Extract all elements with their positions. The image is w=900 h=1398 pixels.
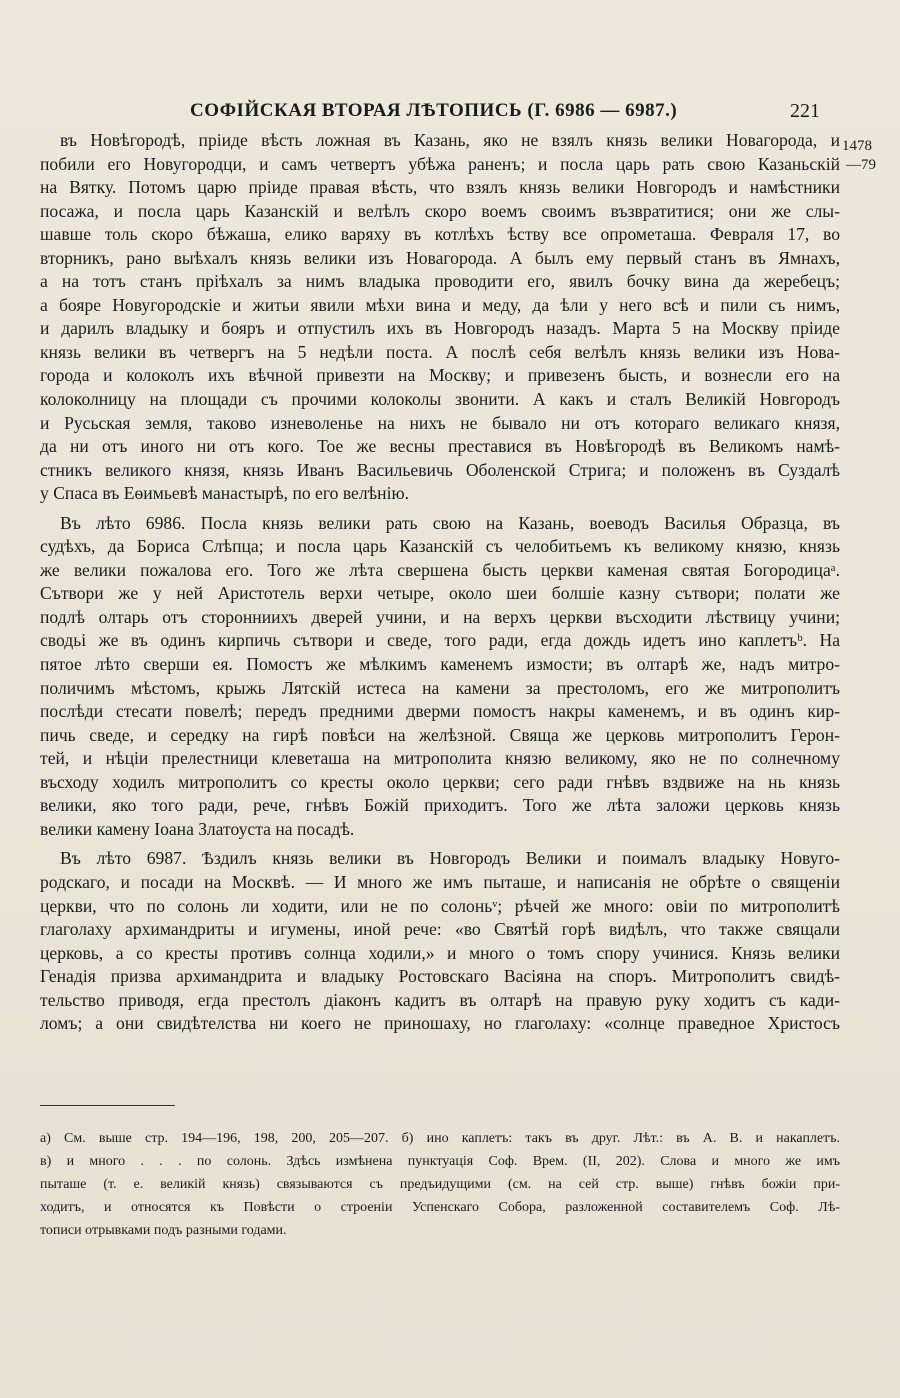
page-number: 221 — [790, 100, 820, 122]
text-line: глаголаху архимандриты и игумены, иной рече: «во Святѣй горѣ видѣлъ, что также свящали — [40, 919, 840, 940]
text-line: судѣхъ, да Бориса Слѣпца; и посла царь Казанскій съ челобитьемъ къ великому князю, князь — [40, 536, 840, 557]
text-line: въсходу ходилъ митрополитъ со кресты около церкви; сего ради гнѣвъ вздвиже на нь князь — [40, 771, 840, 792]
running-title: СОФІЙСКАЯ ВТОРАЯ ЛѢТОПИСЬ (Г. 6986 — 6987.) — [190, 100, 678, 121]
text-line: у Спаса въ Еѳимьевѣ манастырѣ, по его велѣнію. — [40, 483, 410, 504]
main-text — [40, 129, 840, 1042]
paragraph — [40, 847, 840, 1035]
text-line: а бояре Новугородскіе и житьи явили мѣхи вина и меду, да ѣли у него всѣ и пили съ нимъ, — [40, 294, 840, 315]
text-line: же велики пожалова его. Того же лѣта свершена бысть церкви каменая святая Богородицаᵃ. — [40, 559, 840, 580]
text-line: города и колоколъ ихъ вѣчной привезти на Москву; и привезенъ бысть, и вознесли его на — [40, 365, 840, 386]
text-line: колоколницу на площади съ прочими колоколы звонити. А какъ и сталъ Великій Новгородъ — [40, 389, 840, 410]
text-line: а на тотъ станъ пріѣхалъ за нимъ владыка проводити его, явилъ бочку вина да жеребецъ; — [40, 271, 840, 292]
text-line: и Русьская земля, таково изневоленье на нихъ не бывало ни отъ котораго великаго князя, — [40, 412, 840, 433]
text-line: князь велики въ четвергъ на 5 недѣли поста. А послѣ себя велѣлъ князь велики изъ Нова- — [40, 341, 840, 362]
text-line: побили его Новугородци, и самъ четвертъ убѣжа раненъ; и посла царь рать свою Казаньскій — [40, 153, 840, 174]
margin-year: —79 — [846, 157, 876, 173]
page-header — [40, 100, 840, 128]
text-line: сводьі же въ одинъ кирпичь сътвори и сведе, того ради, егда дождь идетъ ино каплетъᵇ. На — [40, 630, 840, 651]
text-line: вторникъ, рано выѣхалъ князь велики изъ Новагорода. А былъ ему первый станъ въ Ямнахъ, — [40, 247, 840, 268]
text-line: Въ лѣто 6987. Ѣздилъ князь велики въ Новгородъ Велики и поималъ владыку Новуго- — [60, 848, 840, 869]
text-line: поличимъ мѣстомъ, крыжь Лятскій истеса на камени за престоломъ, его же митрополитъ — [40, 677, 840, 698]
text-line: послѣди стесати повелѣ; передъ предними дверми помостъ накры каменемъ, и въ одинъ кир- — [40, 701, 840, 722]
footnote-line: а) См. выше стр. 194—196, 198, 200, 205—207. б) ино каплетъ: такъ въ друг. Лѣт.: въ А. В. и накаплетъ. — [40, 1131, 840, 1146]
paragraph — [40, 512, 840, 842]
footnote-line: тописи отрывками подъ разными годами. — [40, 1223, 287, 1238]
text-line: велики, яко того ради, рече, гнѣвъ Божій приходитъ. Того же лѣта заложи церковь князь — [40, 795, 840, 816]
footnote-line: пыташе (т. е. великій князь) связываются съ предъидущими (см. на сей стр. выше) гнѣвъ божіи при- — [40, 1177, 840, 1192]
text-line: ломъ; а они свидѣтелства ни коего не приношаху, но глаголаху: «солнце праведное Христосъ — [40, 1013, 840, 1034]
text-line: да ни отъ иного ни отъ кого. Тое же весны преставися въ Новѣгородѣ въ Великомъ намѣ- — [40, 436, 840, 457]
text-line: родскаго, и посади на Москвѣ. — И много же имъ пыташе, и написанія не обрѣте о священіи — [40, 871, 840, 892]
text-line: велики камену Іоана Златоуста на посадѣ. — [40, 818, 355, 839]
text-line: посажа, и посла царь Казанскій и велѣлъ скоро воемъ своимъ възвратитися; они же слы- — [40, 200, 840, 221]
text-line: тей, и нѣціи прелестници клеветаша на митрополита князю великому, яко не по солнечному — [40, 748, 840, 769]
text-line: пятое лѣто сверши ея. Помостъ же мѣлкимъ каменемъ измости; въ олтарѣ же, надъ митро- — [40, 654, 840, 675]
footnote-line: в) и много . . . по солонь. Здѣсь измѣнена пунктуація Соф. Врем. (II, 202). Слова и много же имъ — [40, 1154, 840, 1169]
text-line: Въ лѣто 6986. Посла князь велики рать свою на Казань, воеводъ Василья Образца, въ — [60, 512, 840, 533]
footnotes — [40, 1127, 840, 1242]
text-line: Сътвори же у ней Аристотель верхи четыре, около шеи болшіе казну сътвори; полати же — [40, 583, 840, 604]
text-line: подлѣ олтарь отъ сторонниихъ дверей учини, и на верхъ церкви въсходити лѣствицу учини; — [40, 606, 840, 627]
text-line: тельство приводя, егда престолъ діаконъ кадитъ въ олтарѣ на правую руку ходитъ съ кади- — [40, 989, 840, 1010]
text-line: церковь, а со кресты противъ солнца ходили,» и много о томъ спору учинися. Князь велики — [40, 942, 840, 963]
text-line: церкви, что по солонь ли ходити, или не по солоньᵛ; рѣчей же много: овіи по митрополитѣ — [40, 895, 840, 916]
footnote-divider — [40, 1105, 175, 1106]
text-line: и дарилъ владыку и бояръ и отпустилъ ихъ въ Новгородъ назадъ. Марта 5 на Москву пріиде — [40, 318, 840, 339]
text-line: стникъ великого князя, князь Иванъ Васильевичь Оболенской Стрига; и положенъ въ Суздалѣ — [40, 459, 840, 480]
text-line: въ Новѣгородѣ, пріиде вѣсть ложная въ Казань, яко не взялъ князь велики Новагорода, и — [60, 130, 840, 150]
text-line: Генадія призва архимандрита и владыку Ростовскаго Васіяна на споръ. Митрополитъ свидѣ- — [40, 966, 840, 987]
text-line: шавше толь скоро бѣжаша, елико варяху въ котлѣхъ ѣству все опрометаша. Февраля 17, во — [40, 224, 840, 245]
paragraph — [40, 129, 840, 506]
text-line: пичь сведе, и середку на гирѣ повѣси на желѣзной. Свяща же церковь митрополитъ Герон- — [40, 724, 840, 745]
text-line: на Вятку. Потомъ царю пріиде правая вѣсть, что взялъ князь велики Новгородъ и намѣстники — [40, 177, 840, 198]
margin-year: 1478 — [842, 138, 872, 154]
footnote-line: ходитъ, и относятся къ Повѣсти о строеніи Успенскаго Собора, разложенной составителемъ Соф. Лѣ- — [40, 1200, 840, 1215]
